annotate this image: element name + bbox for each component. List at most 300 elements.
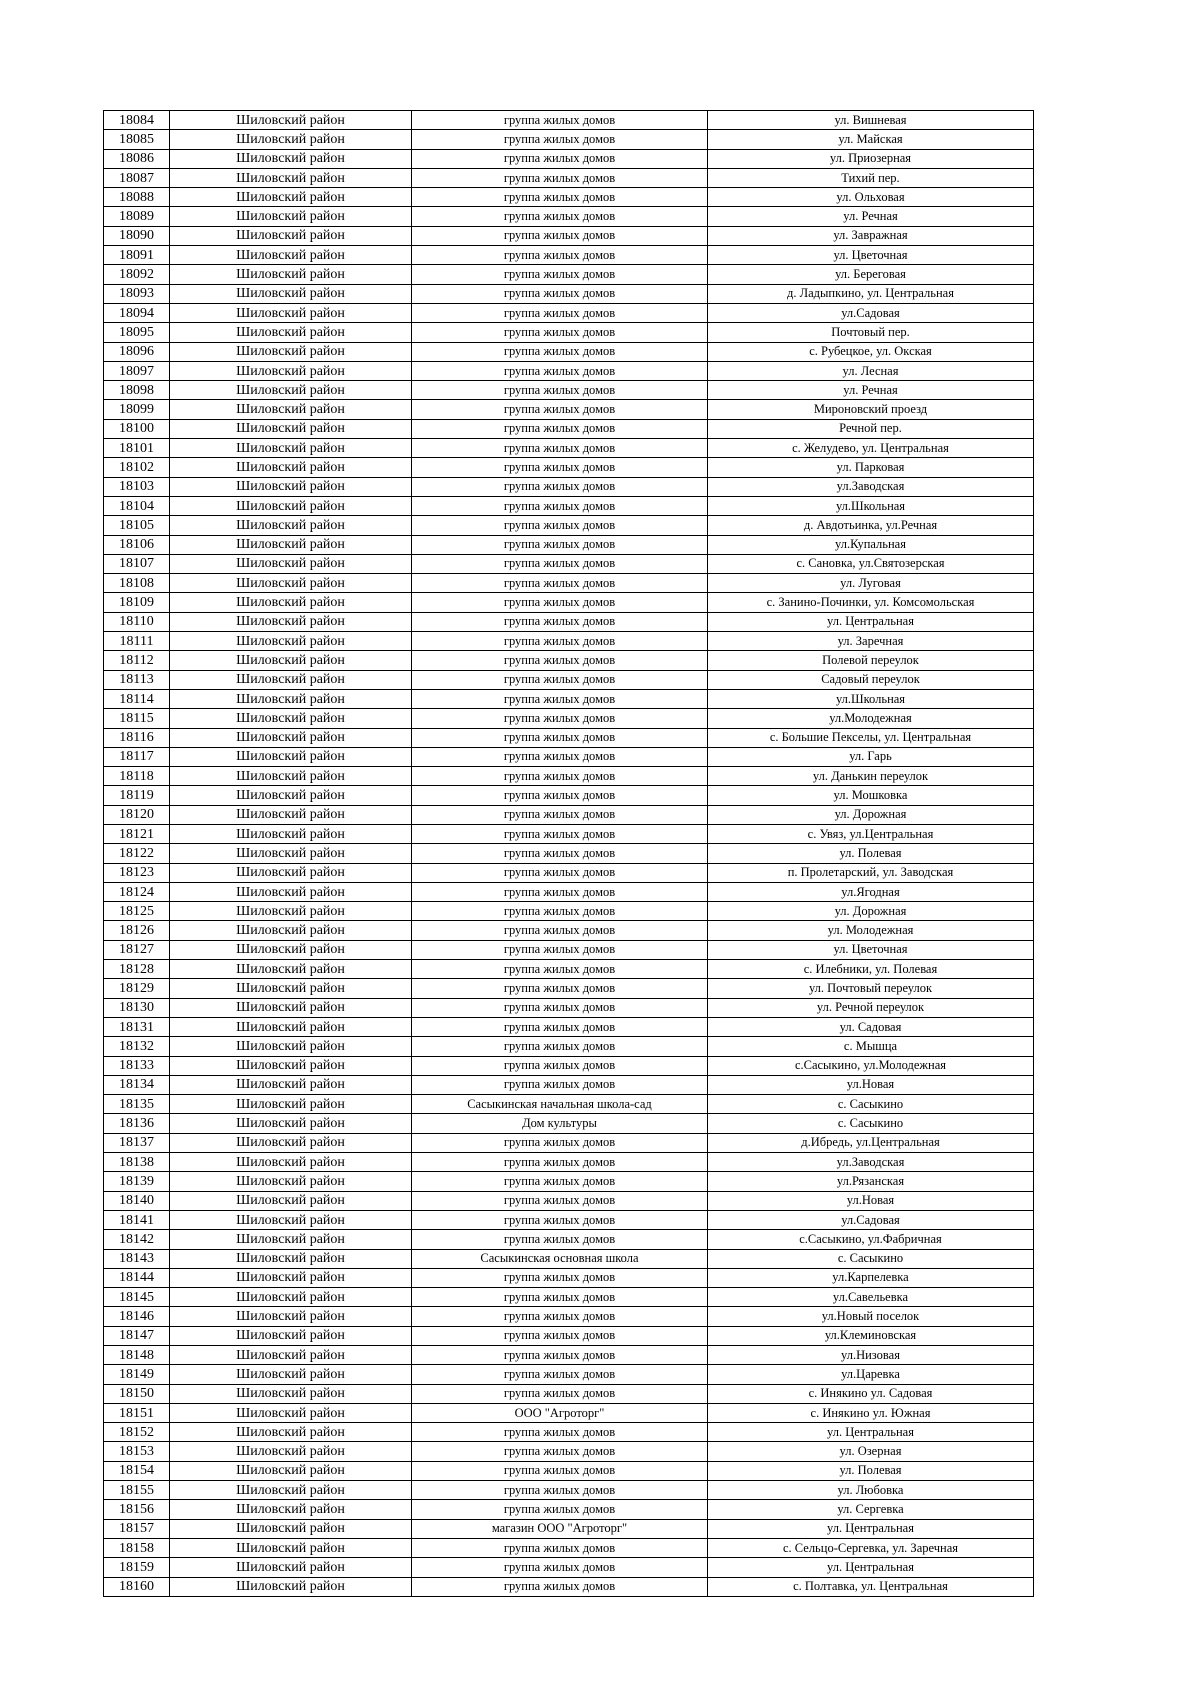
object-cell: группа жилых домов — [412, 767, 708, 786]
table-row — [104, 940, 1034, 959]
object-cell: группа жилых домов — [412, 844, 708, 863]
address-cell: ул.Новая — [708, 1075, 1034, 1094]
object-cell: группа жилых домов — [412, 1577, 708, 1596]
district-cell: Шиловский район — [170, 998, 412, 1017]
address-cell: ул.Садовая — [708, 303, 1034, 322]
address-cell: Тихий пер. — [708, 168, 1034, 187]
district-cell: Шиловский район — [170, 670, 412, 689]
table-row — [104, 1326, 1034, 1345]
record-number-cell: 18110 — [104, 612, 170, 631]
object-cell: группа жилых домов — [412, 1500, 708, 1519]
object-cell: группа жилых домов — [412, 111, 708, 130]
record-number-cell: 18143 — [104, 1249, 170, 1268]
address-cell: ул. Центральная — [708, 612, 1034, 631]
table-row — [104, 1056, 1034, 1075]
address-cell: ул. Завражная — [708, 226, 1034, 245]
district-cell: Шиловский район — [170, 921, 412, 940]
record-number-cell: 18084 — [104, 111, 170, 130]
record-number-cell: 18157 — [104, 1519, 170, 1538]
record-number-cell: 18092 — [104, 265, 170, 284]
record-number-cell: 18095 — [104, 323, 170, 342]
object-cell: группа жилых домов — [412, 1346, 708, 1365]
object-cell: группа жилых домов — [412, 1423, 708, 1442]
record-number-cell: 18133 — [104, 1056, 170, 1075]
object-cell: группа жилых домов — [412, 805, 708, 824]
table-row — [104, 593, 1034, 612]
district-cell: Шиловский район — [170, 535, 412, 554]
district-cell: Шиловский район — [170, 1403, 412, 1422]
district-cell: Шиловский район — [170, 1538, 412, 1557]
table-row — [104, 1037, 1034, 1056]
object-cell: группа жилых домов — [412, 574, 708, 593]
district-cell: Шиловский район — [170, 361, 412, 380]
district-cell: Шиловский район — [170, 940, 412, 959]
object-cell: группа жилых домов — [412, 824, 708, 843]
table-row — [104, 632, 1034, 651]
address-cell: ул. Полевая — [708, 1461, 1034, 1480]
table-row — [104, 882, 1034, 901]
table-row — [104, 323, 1034, 342]
address-cell: п. Пролетарский, ул. Заводская — [708, 863, 1034, 882]
record-number-cell: 18156 — [104, 1500, 170, 1519]
object-cell: группа жилых домов — [412, 516, 708, 535]
record-number-cell: 18155 — [104, 1481, 170, 1500]
record-number-cell: 18118 — [104, 767, 170, 786]
object-cell: Сасыкинская начальная школа-сад — [412, 1095, 708, 1114]
address-cell: ул. Заречная — [708, 632, 1034, 651]
table-row — [104, 1538, 1034, 1557]
record-number-cell: 18114 — [104, 689, 170, 708]
district-cell: Шиловский район — [170, 1230, 412, 1249]
district-cell: Шиловский район — [170, 805, 412, 824]
record-number-cell: 18100 — [104, 419, 170, 438]
table-row — [104, 902, 1034, 921]
district-cell: Шиловский район — [170, 284, 412, 303]
district-cell: Шиловский район — [170, 1037, 412, 1056]
district-cell: Шиловский район — [170, 1558, 412, 1577]
table-row — [104, 824, 1034, 843]
district-cell: Шиловский район — [170, 458, 412, 477]
record-number-cell: 18107 — [104, 554, 170, 573]
object-cell: группа жилых домов — [412, 458, 708, 477]
address-cell: д. Авдотьинка, ул.Речная — [708, 516, 1034, 535]
district-cell: Шиловский район — [170, 728, 412, 747]
object-cell: группа жилых домов — [412, 1384, 708, 1403]
object-cell: ООО "Агроторг" — [412, 1403, 708, 1422]
district-cell: Шиловский район — [170, 844, 412, 863]
object-cell: группа жилых домов — [412, 400, 708, 419]
district-cell: Шиловский район — [170, 1384, 412, 1403]
address-cell: Мироновский проезд — [708, 400, 1034, 419]
address-cell: с. Сасыкино — [708, 1095, 1034, 1114]
district-cell: Шиловский район — [170, 111, 412, 130]
address-cell: ул. Центральная — [708, 1558, 1034, 1577]
table-row — [104, 1191, 1034, 1210]
address-cell: ул.Ягодная — [708, 882, 1034, 901]
object-cell: группа жилых домов — [412, 593, 708, 612]
table-row — [104, 1384, 1034, 1403]
record-number-cell: 18153 — [104, 1442, 170, 1461]
table-row — [104, 130, 1034, 149]
address-cell: ул.Савельевка — [708, 1288, 1034, 1307]
object-cell: группа жилых домов — [412, 1017, 708, 1036]
record-number-cell: 18088 — [104, 188, 170, 207]
address-cell: с. Сельцо-Сергевка, ул. Заречная — [708, 1538, 1034, 1557]
object-cell: группа жилых домов — [412, 1558, 708, 1577]
address-cell: с. Увяз, ул.Центральная — [708, 824, 1034, 843]
address-cell: ул. Полевая — [708, 844, 1034, 863]
record-number-cell: 18124 — [104, 882, 170, 901]
address-cell: ул. Приозерная — [708, 149, 1034, 168]
district-cell: Шиловский район — [170, 477, 412, 496]
district-cell: Шиловский район — [170, 226, 412, 245]
table-row — [104, 439, 1034, 458]
address-cell: ул.Рязанская — [708, 1172, 1034, 1191]
district-cell: Шиловский район — [170, 593, 412, 612]
object-cell: группа жилых домов — [412, 960, 708, 979]
record-number-cell: 18160 — [104, 1577, 170, 1596]
record-number-cell: 18103 — [104, 477, 170, 496]
record-number-cell: 18142 — [104, 1230, 170, 1249]
table-row — [104, 303, 1034, 322]
object-cell: группа жилых домов — [412, 1037, 708, 1056]
address-cell: ул. Центральная — [708, 1423, 1034, 1442]
object-cell: группа жилых домов — [412, 1172, 708, 1191]
record-number-cell: 18113 — [104, 670, 170, 689]
address-cell: ул. Речная — [708, 381, 1034, 400]
object-cell: группа жилых домов — [412, 786, 708, 805]
address-cell: с. Инякино ул. Южная — [708, 1403, 1034, 1422]
address-cell: ул. Любовка — [708, 1481, 1034, 1500]
object-cell: группа жилых домов — [412, 1461, 708, 1480]
record-number-cell: 18119 — [104, 786, 170, 805]
object-cell: группа жилых домов — [412, 323, 708, 342]
address-cell: ул.Школьная — [708, 689, 1034, 708]
address-cell: ул.Садовая — [708, 1210, 1034, 1229]
district-cell: Шиловский район — [170, 149, 412, 168]
district-cell: Шиловский район — [170, 381, 412, 400]
object-cell: группа жилых домов — [412, 728, 708, 747]
address-cell: ул. Береговая — [708, 265, 1034, 284]
address-cell: Садовый переулок — [708, 670, 1034, 689]
district-cell: Шиловский район — [170, 516, 412, 535]
table-row — [104, 1133, 1034, 1152]
district-cell: Шиловский район — [170, 1288, 412, 1307]
table-row — [104, 207, 1034, 226]
record-number-cell: 18108 — [104, 574, 170, 593]
object-cell: группа жилых домов — [412, 265, 708, 284]
table-row — [104, 419, 1034, 438]
object-cell: группа жилых домов — [412, 188, 708, 207]
address-cell: ул.Купальная — [708, 535, 1034, 554]
record-number-cell: 18115 — [104, 709, 170, 728]
object-cell: группа жилых домов — [412, 1481, 708, 1500]
table-row — [104, 1365, 1034, 1384]
address-cell: с. Мышца — [708, 1037, 1034, 1056]
table-row — [104, 1288, 1034, 1307]
address-cell: с. Сасыкино — [708, 1249, 1034, 1268]
record-number-cell: 18152 — [104, 1423, 170, 1442]
table-row — [104, 979, 1034, 998]
table-row — [104, 1249, 1034, 1268]
district-cell: Шиловский район — [170, 767, 412, 786]
district-cell: Шиловский район — [170, 554, 412, 573]
object-cell: группа жилых домов — [412, 535, 708, 554]
district-cell: Шиловский район — [170, 130, 412, 149]
record-number-cell: 18146 — [104, 1307, 170, 1326]
district-cell: Шиловский район — [170, 188, 412, 207]
address-cell: с. Желудево, ул. Центральная — [708, 439, 1034, 458]
object-cell: группа жилых домов — [412, 1326, 708, 1345]
address-cell: ул.Молодежная — [708, 709, 1034, 728]
district-cell: Шиловский район — [170, 1017, 412, 1036]
object-cell: группа жилых домов — [412, 747, 708, 766]
address-cell: ул. Данькин переулок — [708, 767, 1034, 786]
table-row — [104, 226, 1034, 245]
record-number-cell: 18097 — [104, 361, 170, 380]
record-number-cell: 18137 — [104, 1133, 170, 1152]
record-number-cell: 18093 — [104, 284, 170, 303]
table-row — [104, 651, 1034, 670]
table-row — [104, 149, 1034, 168]
record-number-cell: 18085 — [104, 130, 170, 149]
table-row — [104, 998, 1034, 1017]
record-number-cell: 18132 — [104, 1037, 170, 1056]
district-cell: Шиловский район — [170, 496, 412, 515]
address-cell: ул. Вишневая — [708, 111, 1034, 130]
record-number-cell: 18149 — [104, 1365, 170, 1384]
table-row — [104, 728, 1034, 747]
object-cell: группа жилых домов — [412, 149, 708, 168]
address-cell: ул.Школьная — [708, 496, 1034, 515]
object-cell: группа жилых домов — [412, 689, 708, 708]
record-number-cell: 18148 — [104, 1346, 170, 1365]
record-number-cell: 18145 — [104, 1288, 170, 1307]
table-row — [104, 400, 1034, 419]
table-row — [104, 1500, 1034, 1519]
registry-table — [103, 110, 1034, 1597]
object-cell: группа жилых домов — [412, 1133, 708, 1152]
table-row — [104, 1114, 1034, 1133]
table-row — [104, 496, 1034, 515]
object-cell: группа жилых домов — [412, 207, 708, 226]
address-cell: ул.Низовая — [708, 1346, 1034, 1365]
record-number-cell: 18098 — [104, 381, 170, 400]
address-cell: ул. Цветочная — [708, 940, 1034, 959]
district-cell: Шиловский район — [170, 1075, 412, 1094]
address-cell: Речной пер. — [708, 419, 1034, 438]
object-cell: группа жилых домов — [412, 882, 708, 901]
district-cell: Шиловский район — [170, 1442, 412, 1461]
object-cell: группа жилых домов — [412, 381, 708, 400]
address-cell: ул.Заводская — [708, 477, 1034, 496]
table-row — [104, 1095, 1034, 1114]
district-cell: Шиловский район — [170, 979, 412, 998]
record-number-cell: 18104 — [104, 496, 170, 515]
record-number-cell: 18139 — [104, 1172, 170, 1191]
record-number-cell: 18087 — [104, 168, 170, 187]
record-number-cell: 18094 — [104, 303, 170, 322]
table-row — [104, 844, 1034, 863]
record-number-cell: 18123 — [104, 863, 170, 882]
record-number-cell: 18121 — [104, 824, 170, 843]
district-cell: Шиловский район — [170, 747, 412, 766]
object-cell: группа жилых домов — [412, 1056, 708, 1075]
object-cell: группа жилых домов — [412, 902, 708, 921]
record-number-cell: 18111 — [104, 632, 170, 651]
address-cell: ул. Озерная — [708, 1442, 1034, 1461]
object-cell: группа жилых домов — [412, 226, 708, 245]
table-row — [104, 805, 1034, 824]
table-row — [104, 284, 1034, 303]
record-number-cell: 18154 — [104, 1461, 170, 1480]
record-number-cell: 18117 — [104, 747, 170, 766]
district-cell: Шиловский район — [170, 689, 412, 708]
district-cell: Шиловский район — [170, 1577, 412, 1596]
table-row — [104, 1075, 1034, 1094]
table-row — [104, 1519, 1034, 1538]
object-cell: магазин ООО "Агроторг" — [412, 1519, 708, 1538]
district-cell: Шиловский район — [170, 1056, 412, 1075]
object-cell: группа жилых домов — [412, 303, 708, 322]
district-cell: Шиловский район — [170, 1172, 412, 1191]
table-row — [104, 1461, 1034, 1480]
table-row — [104, 168, 1034, 187]
address-cell: ул. Речной переулок — [708, 998, 1034, 1017]
address-cell: с. Занино-Починки, ул. Комсомольская — [708, 593, 1034, 612]
table-row — [104, 381, 1034, 400]
district-cell: Шиловский район — [170, 902, 412, 921]
table-row — [104, 574, 1034, 593]
document-page — [103, 110, 1033, 1597]
address-cell: с. Большие Пекселы, ул. Центральная — [708, 728, 1034, 747]
record-number-cell: 18127 — [104, 940, 170, 959]
address-cell: ул. Дорожная — [708, 902, 1034, 921]
address-cell: ул.Царевка — [708, 1365, 1034, 1384]
table-row — [104, 1172, 1034, 1191]
address-cell: ул. Мошковка — [708, 786, 1034, 805]
table-row — [104, 342, 1034, 361]
record-number-cell: 18112 — [104, 651, 170, 670]
table-row — [104, 1346, 1034, 1365]
object-cell: Дом культуры — [412, 1114, 708, 1133]
record-number-cell: 18126 — [104, 921, 170, 940]
address-cell: с. Сановка, ул.Святозерская — [708, 554, 1034, 573]
record-number-cell: 18101 — [104, 439, 170, 458]
district-cell: Шиловский район — [170, 342, 412, 361]
district-cell: Шиловский район — [170, 632, 412, 651]
object-cell: группа жилых домов — [412, 1538, 708, 1557]
object-cell: группа жилых домов — [412, 284, 708, 303]
table-row — [104, 246, 1034, 265]
record-number-cell: 18136 — [104, 1114, 170, 1133]
record-number-cell: 18158 — [104, 1538, 170, 1557]
table-row — [104, 786, 1034, 805]
object-cell: группа жилых домов — [412, 1210, 708, 1229]
table-row — [104, 1558, 1034, 1577]
table-row — [104, 689, 1034, 708]
object-cell: группа жилых домов — [412, 632, 708, 651]
record-number-cell: 18122 — [104, 844, 170, 863]
object-cell: группа жилых домов — [412, 1442, 708, 1461]
address-cell: с.Сасыкино, ул.Фабричная — [708, 1230, 1034, 1249]
registry-table-body — [104, 111, 1034, 1597]
object-cell: группа жилых домов — [412, 863, 708, 882]
record-number-cell: 18090 — [104, 226, 170, 245]
record-number-cell: 18130 — [104, 998, 170, 1017]
district-cell: Шиловский район — [170, 786, 412, 805]
object-cell: группа жилых домов — [412, 168, 708, 187]
address-cell: д. Ладыпкино, ул. Центральная — [708, 284, 1034, 303]
table-row — [104, 188, 1034, 207]
object-cell: группа жилых домов — [412, 554, 708, 573]
object-cell: группа жилых домов — [412, 612, 708, 631]
district-cell: Шиловский район — [170, 1191, 412, 1210]
address-cell: ул.Новая — [708, 1191, 1034, 1210]
district-cell: Шиловский район — [170, 1461, 412, 1480]
object-cell: группа жилых домов — [412, 1075, 708, 1094]
record-number-cell: 18102 — [104, 458, 170, 477]
record-number-cell: 18131 — [104, 1017, 170, 1036]
object-cell: группа жилых домов — [412, 979, 708, 998]
record-number-cell: 18106 — [104, 535, 170, 554]
district-cell: Шиловский район — [170, 303, 412, 322]
table-row — [104, 361, 1034, 380]
district-cell: Шиловский район — [170, 246, 412, 265]
table-row — [104, 111, 1034, 130]
address-cell: ул. Сергевка — [708, 1500, 1034, 1519]
district-cell: Шиловский район — [170, 1133, 412, 1152]
table-row — [104, 709, 1034, 728]
district-cell: Шиловский район — [170, 1307, 412, 1326]
district-cell: Шиловский район — [170, 1423, 412, 1442]
address-cell: ул.Клеминовская — [708, 1326, 1034, 1345]
district-cell: Шиловский район — [170, 824, 412, 843]
object-cell: группа жилых домов — [412, 1230, 708, 1249]
object-cell: группа жилых домов — [412, 940, 708, 959]
table-row — [104, 265, 1034, 284]
district-cell: Шиловский район — [170, 419, 412, 438]
table-row — [104, 516, 1034, 535]
district-cell: Шиловский район — [170, 1365, 412, 1384]
district-cell: Шиловский район — [170, 882, 412, 901]
record-number-cell: 18129 — [104, 979, 170, 998]
district-cell: Шиловский район — [170, 574, 412, 593]
record-number-cell: 18150 — [104, 1384, 170, 1403]
record-number-cell: 18089 — [104, 207, 170, 226]
table-row — [104, 458, 1034, 477]
address-cell: с.Сасыкино, ул.Молодежная — [708, 1056, 1034, 1075]
table-row — [104, 612, 1034, 631]
object-cell: группа жилых домов — [412, 1307, 708, 1326]
address-cell: Полевой переулок — [708, 651, 1034, 670]
district-cell: Шиловский район — [170, 863, 412, 882]
district-cell: Шиловский район — [170, 1500, 412, 1519]
district-cell: Шиловский район — [170, 960, 412, 979]
district-cell: Шиловский район — [170, 1326, 412, 1345]
address-cell: с. Рубецкое, ул. Окская — [708, 342, 1034, 361]
object-cell: группа жилых домов — [412, 1153, 708, 1172]
table-row — [104, 554, 1034, 573]
district-cell: Шиловский район — [170, 1481, 412, 1500]
district-cell: Шиловский район — [170, 1519, 412, 1538]
district-cell: Шиловский район — [170, 168, 412, 187]
address-cell: ул. Центральная — [708, 1519, 1034, 1538]
address-cell: ул. Садовая — [708, 1017, 1034, 1036]
district-cell: Шиловский район — [170, 400, 412, 419]
object-cell: Сасыкинская основная школа — [412, 1249, 708, 1268]
object-cell: группа жилых домов — [412, 477, 708, 496]
